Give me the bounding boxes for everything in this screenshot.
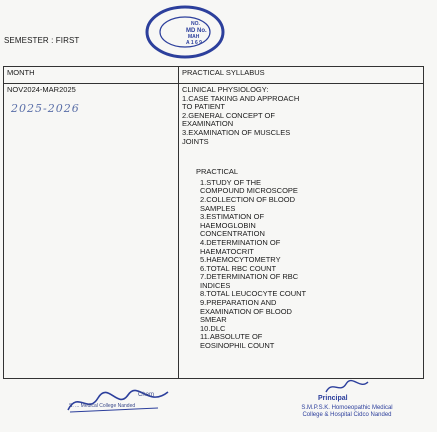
- clinical-title: CLINICAL PHYSIOLOGY:: [182, 85, 269, 94]
- chem-label: Chem: [138, 392, 155, 398]
- clinical-line: TO PATIENT: [182, 102, 225, 112]
- practical-item: CONCENTRATION: [200, 229, 265, 239]
- practical-item: 2.COLLECTION OF BLOOD: [200, 194, 296, 204]
- practical-list: [200, 179, 350, 351]
- practical-item: SMEAR: [200, 315, 227, 325]
- syllabus-table: [3, 66, 424, 379]
- hod-signature: [58, 380, 198, 420]
- practical-item: 8.TOTAL LEUCOCYTE COUNT: [200, 289, 307, 299]
- principal-label: Principal: [318, 395, 348, 402]
- clinical-line: 2.GENERAL CONCEPT OF: [182, 110, 275, 120]
- stamp-line-2: MD No.: [186, 28, 207, 34]
- header-month: MONTH: [4, 67, 179, 84]
- practical-item: HAEMOGLOBIN: [200, 220, 256, 230]
- left-stamp-text: S. ... Medical College Nanded: [69, 403, 136, 409]
- principal-signature: [322, 376, 372, 396]
- practical-item: 6.TOTAL RBC COUNT: [200, 263, 277, 273]
- clinical-line: JOINTS: [182, 136, 209, 146]
- practical-item: EOSINOPHIL COUNT: [200, 341, 275, 351]
- practical-item: 7.DETERMINATION OF RBC: [200, 272, 299, 282]
- month-cell: [4, 84, 179, 379]
- practical-item: 10.DLC: [200, 323, 226, 333]
- table-header-row: [4, 67, 424, 84]
- stamp-line-4: A 1 6 9: [186, 40, 202, 46]
- practical-item: HAEMATOCRIT: [200, 246, 254, 256]
- college-address: [272, 405, 422, 419]
- practical-item: 9.PREPARATION AND: [200, 298, 277, 308]
- stamp-line-3: MAH: [188, 34, 200, 40]
- header-practical-syllabus: PRACTICAL SYLLABUS: [179, 67, 424, 84]
- table-row: [4, 84, 424, 379]
- handwritten-year: 2025-2026: [11, 101, 80, 115]
- clinical-line: 3.EXAMINATION OF MUSCLES: [182, 127, 291, 137]
- practical-item: SAMPLES: [200, 203, 236, 213]
- practical-item: 11.ABSOLUTE OF: [200, 332, 263, 342]
- stamp-line-1: NO.: [191, 21, 200, 27]
- practical-item: 4.DETERMINATION OF: [200, 237, 281, 247]
- practical-title: PRACTICAL: [196, 167, 239, 177]
- practical-item: 3.ESTIMATION OF: [200, 212, 265, 222]
- clinical-line: 1.CASE TAKING AND APPROACH: [182, 93, 300, 103]
- practical-item: COMPOUND MICROSCOPE: [200, 186, 298, 196]
- month-range: NOV2024-MAR2025: [7, 85, 76, 94]
- practical-item: 1.STUDY OF THE: [200, 177, 261, 187]
- semester-label: SEMESTER : FIRST: [4, 36, 80, 45]
- college-line-1: S.M.P.S.K. Homoeopathic Medical: [301, 405, 393, 411]
- college-line-2: College & Hospital Cidco Nanded: [302, 412, 392, 418]
- clinical-line: EXAMINATION: [182, 119, 234, 129]
- syllabus-cell: [179, 84, 424, 379]
- college-stamp: [144, 4, 226, 60]
- practical-item: INDICES: [200, 280, 231, 290]
- clinical-physiology-block: [182, 86, 420, 146]
- practical-item: EXAMINATION OF BLOOD: [200, 306, 292, 316]
- practical-item: 5.HAEMOCYTOMETRY: [200, 255, 281, 265]
